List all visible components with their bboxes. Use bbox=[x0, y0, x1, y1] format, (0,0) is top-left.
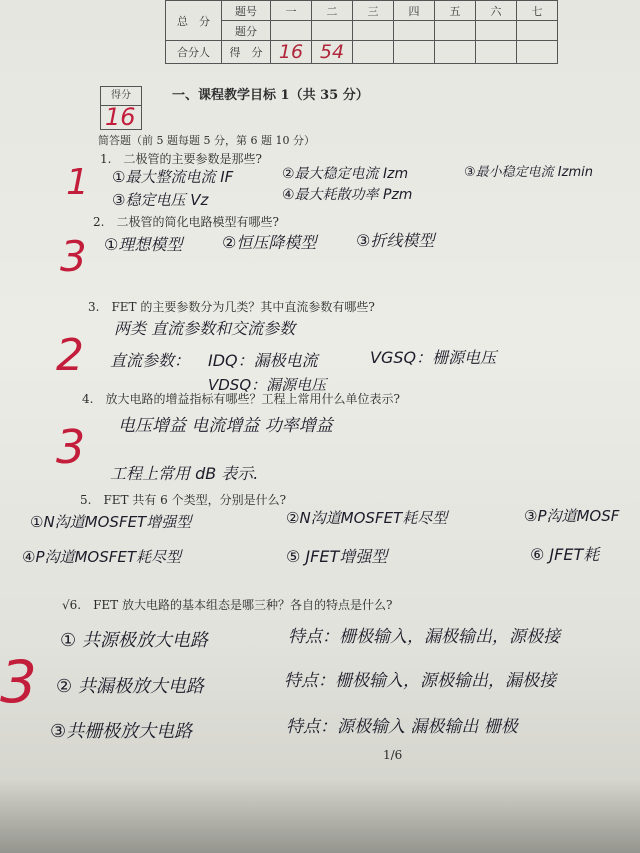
empty-cell bbox=[394, 21, 435, 41]
photo-shadow bbox=[0, 780, 640, 853]
q6-answer-3-feature: 特点：源极输入 漏极输出 栅极 bbox=[286, 717, 518, 737]
q5-answer-2: ②N沟道MOSFET耗尽型 bbox=[286, 509, 448, 527]
question-5: 5. FET 共有 6 个类型，分别是什么? bbox=[80, 493, 287, 507]
q1-answer-3: ③最小稳定电流 Izmin bbox=[464, 165, 593, 180]
question-4: 4. 放大电路的增益指标有哪些？工程上常用什么单位表示? bbox=[82, 392, 400, 406]
obtained-score-header: 得 分 bbox=[222, 41, 271, 64]
col-5: 五 bbox=[435, 1, 476, 21]
empty-cell bbox=[435, 41, 476, 64]
q6-answer-3: ③共栅极放大电路 bbox=[50, 721, 193, 742]
empty-cell bbox=[353, 41, 394, 64]
col-2: 二 bbox=[312, 1, 353, 21]
score-section-2: 54 bbox=[312, 41, 353, 64]
q3-answer-1: 两类 直流参数和交流参数 bbox=[114, 319, 296, 338]
question-number-header: 题号 bbox=[222, 1, 271, 21]
section-score-value: 16 bbox=[105, 103, 136, 131]
empty-cell bbox=[476, 41, 517, 64]
q6-answer-1: ① 共源极放大电路 bbox=[60, 630, 208, 651]
q3-answer-3: IDQ：漏极电流 bbox=[208, 351, 318, 370]
question-1: 1. 二极管的主要参数是那些? bbox=[100, 152, 262, 166]
q2-answer-1: ①理想模型 bbox=[104, 235, 183, 254]
q4-mark: 3 bbox=[56, 420, 86, 474]
question-3: 3. FET 的主要参数分为几类？其中直流参数有哪些? bbox=[88, 300, 375, 314]
empty-cell bbox=[517, 21, 558, 41]
q2-answer-2: ②恒压降模型 bbox=[222, 233, 317, 252]
score-section-1: 16 bbox=[271, 41, 312, 64]
empty-cell bbox=[394, 41, 435, 64]
q2-mark: 3 bbox=[60, 232, 87, 281]
q6-answer-2: ② 共漏极放大电路 bbox=[56, 676, 204, 697]
q1-answer-5: ④最大耗散功率 Pzm bbox=[282, 187, 413, 203]
q6-mark: 3 bbox=[0, 648, 37, 716]
q3-mark: 2 bbox=[56, 330, 84, 381]
col-3: 三 bbox=[353, 1, 394, 21]
q5-answer-1: ①N沟道MOSFET增强型 bbox=[30, 513, 192, 531]
question-6: √6. FET 放大电路的基本组态是哪三种？各自的特点是什么? bbox=[62, 598, 393, 612]
q3-answer-2: 直流参数： bbox=[110, 351, 191, 370]
section-title: 一、课程教学目标 1（共 35 分） bbox=[172, 88, 369, 103]
col-4: 四 bbox=[394, 1, 435, 21]
empty-cell bbox=[435, 21, 476, 41]
score-table bbox=[165, 0, 558, 64]
q3-answer-5: VDSQ：漏源电压 bbox=[208, 376, 327, 394]
empty-cell bbox=[476, 21, 517, 41]
q4-answer-1: 电压增益 电流增益 功率增益 bbox=[118, 416, 333, 436]
section-score-box bbox=[100, 86, 142, 130]
empty-cell bbox=[353, 21, 394, 41]
total-label: 总 分 bbox=[166, 1, 222, 41]
q1-answer-4: ③稳定电压 Vz bbox=[112, 191, 209, 209]
q1-answer-1: ①最大整流电流 IF bbox=[112, 168, 234, 186]
q4-answer-2: 工程上常用 dB 表示. bbox=[110, 464, 259, 483]
section-instruction: 简答题（前 5 题每题 5 分，第 6 题 10 分） bbox=[98, 134, 315, 147]
q3-answer-4: VGSQ：栅源电压 bbox=[370, 348, 497, 367]
col-6: 六 bbox=[476, 1, 517, 21]
col-1: 一 bbox=[271, 1, 312, 21]
q5-answer-4: ④P沟道MOSFET耗尽型 bbox=[22, 548, 182, 566]
col-7: 七 bbox=[517, 1, 558, 21]
grader-label: 合分人 bbox=[166, 41, 222, 64]
empty-cell bbox=[271, 21, 312, 41]
score-table-row bbox=[166, 1, 558, 21]
empty-cell bbox=[312, 21, 353, 41]
q1-answer-2: ②最大稳定电流 Izm bbox=[282, 166, 409, 182]
q6-answer-1-feature: 特点：栅极输入，漏极输出，源极接 bbox=[288, 627, 560, 647]
q1-mark: 1 bbox=[66, 162, 89, 203]
q2-answer-3: ③折线模型 bbox=[356, 231, 435, 250]
q5-answer-6: ⑥ JFET耗 bbox=[530, 545, 600, 564]
score-table-row bbox=[166, 21, 558, 41]
page-number: 1/6 bbox=[383, 748, 403, 762]
question-2: 2. 二极管的简化电路模型有哪些? bbox=[93, 215, 279, 229]
section-score-label: 得分 bbox=[101, 87, 141, 106]
q6-answer-2-feature: 特点：栅极输入，源极输出，漏极接 bbox=[284, 671, 556, 691]
question-score-header: 题分 bbox=[222, 21, 271, 41]
q5-answer-5: ⑤ JFET增强型 bbox=[286, 547, 388, 566]
q5-answer-3: ③P沟道MOSF bbox=[524, 507, 620, 525]
score-table-row bbox=[166, 41, 558, 64]
empty-cell bbox=[517, 41, 558, 64]
